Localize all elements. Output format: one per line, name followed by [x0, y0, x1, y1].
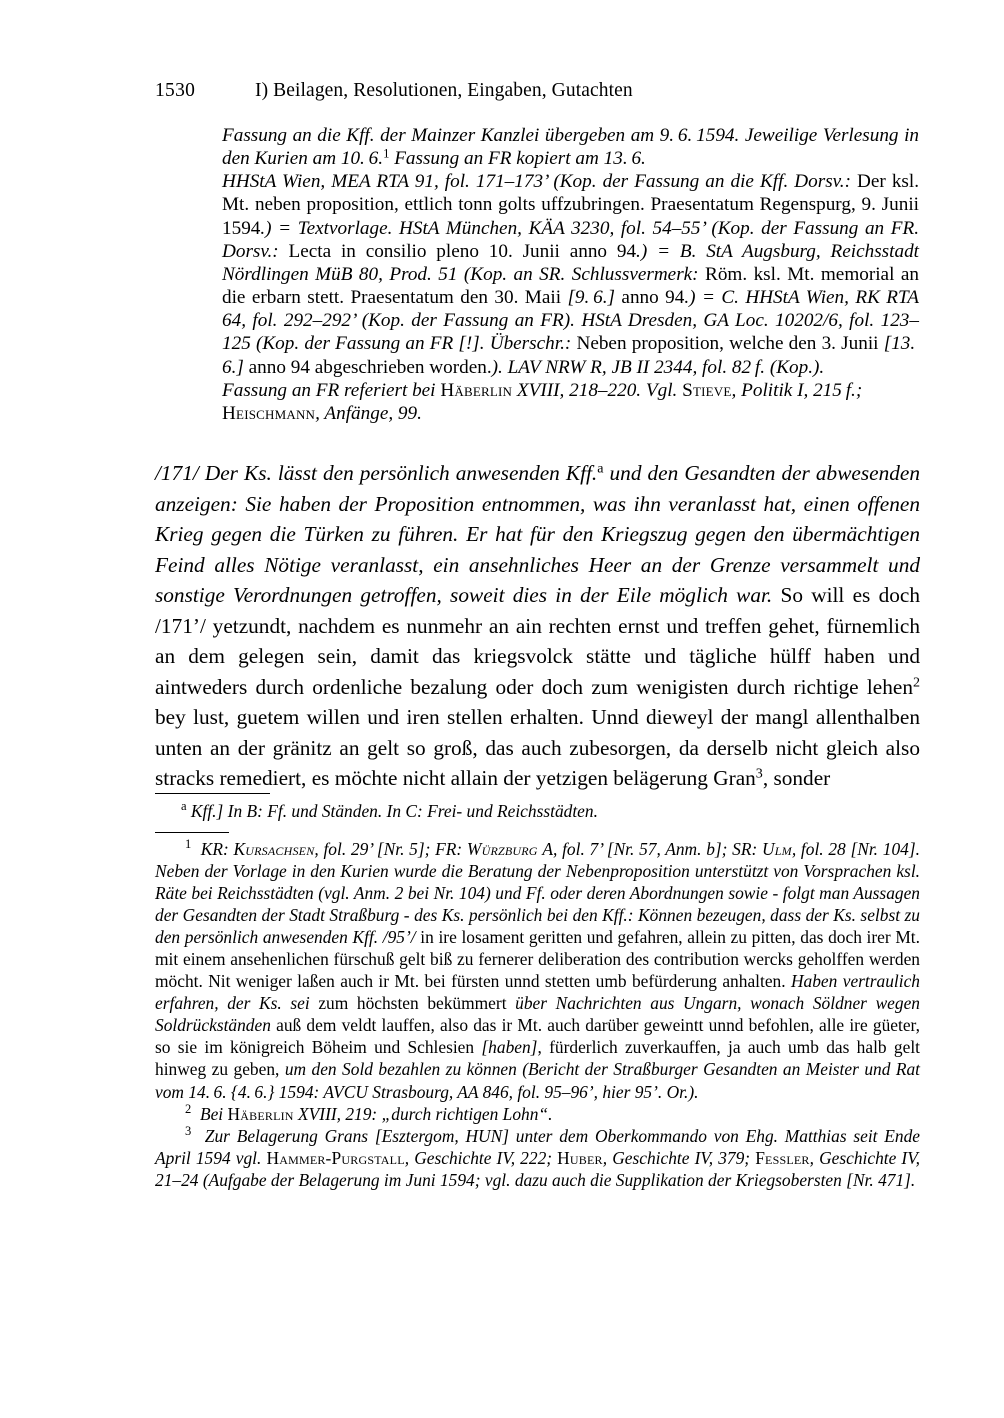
- page-number: 1530: [155, 80, 196, 101]
- footnote-ref-1: 1: [383, 146, 390, 161]
- variant-ref-a: a: [597, 460, 604, 477]
- footnote-ref-2: 2: [912, 674, 920, 691]
- variant-notes-separator-rule: [155, 793, 270, 794]
- running-head-title: I) Beilagen, Resolutionen, Eingaben, Gutachten: [255, 80, 633, 101]
- source-quotation-text: So will es doch /171’/ yetzundt, nachdem es nunmehr an ain rechten ernst und treffen gehet, fürnemlich an dem gelegen sein, damit das kriegsvolck stätte und tägliche hülff haben und aintweders durch ordenliche bezalung oder doch zum wenigisten durch richtige lehen$^2$ bey lust, guetem willen und iren stellen erhalten. Unnd dieweyl der mangl allenthalben unten an der gränitz an gelt so groß, das auch zubesorgen, da derselb nicht gleich also stracks remediert, es möchte nicht allain der yetzigen belägerung Gran$^3$, sonder: [155, 583, 920, 790]
- footnote-2-mark: 2: [185, 1101, 192, 1116]
- footnote-2: $^2$ Bei Häberlin XVIII, 219: „durch richtigen Lohn“.: [185, 1101, 553, 1124]
- footnote-1: $^1$ KR: Kursachsen, fol. 29’ [Nr. 5]; FR: Würzburg A, fol. 7’ [Nr. 57, Anm. b]; SR: Ulm, fol. 28 [Nr. 104]. Neben der Vorlage in den Kurien wurde die Beratung der Nebenproposition unterstützt von Vorsprachen ksl. Räte bei Reichsstädten (vgl. Anm. 2 bei Nr. 104) und Ff. oder deren Abordnungen sowie - folgt man Aussagen der Gesandten der Stadt Straßburg - des Ks. persönlich bei den Kff.: Können bezeugen, dass der Ks. selbst zu den persönlich anwesenden Kff. /95’/ in ire losament geritten und gefahren, allein zu pitten, das doch irer Mt. mit einem ansehenlichen fürschuß gelt biß zu fernerer deliberation des contribution wercks geholffen werden möcht. Nit weniger laßen auch ir Mt. bei fürsten unnd stetten umb befürderung anhalten. Haben vertraulich erfahren, der Ks. sei zum höchsten bekümmert über Nachrichten aus Ungarn, wonach Söldner wegen Soldrückständen auß dem veldt lauffen, also das ir Mt. auch darüber geweintt unnd befohlen, alle ire güeter, so sie im königreich Böheim und Schlesien [haben], fürderlich zuverkauffen, ja auch umb das halb gelt hinweg zu geben, um den Sold bezahlen zu können (Bericht der Straßburger Gesandten an Meister und Rat vom 14. 6. {4. 6.} 1594: AVCU Strasbourg, AA 846, fol. 95–96’, hier 95’. Or.).: [155, 837, 920, 1102]
- variant-note-mark: a: [181, 799, 187, 814]
- footnotes-separator-rule: [155, 832, 229, 833]
- regest-text: /171/ Der Ks. lässt den persönlich anwesenden Kff.$^a$ und den Gesandten der abwesenden anzeigen: Sie haben der Proposition entnommen, was ihn veranlasst hat, einen offenen Krieg gegen die Türken zu führen. Er hat für den Kriegszug gegen den übermächtigen Feind alles Nötige veranlasst, ein ansehnliches Heer an der Grenze versammelt und sonstige Verordnungen getroffen, soweit dies in der Eile möglich war.: [155, 460, 920, 607]
- source-apparatus: [222, 124, 919, 425]
- footnotes: [155, 838, 920, 1191]
- footnote-3: $^3$ Zur Belagerung Grans [Esztergom, HUN] unter dem Oberkommando von Ehg. Matthias seit Ende April 1594 vgl. Hammer-Purgstall, Geschichte IV, 222; Huber, Geschichte IV, 379; Fessler, Geschichte IV, 21–24 (Aufgabe der Belagerung im Juni 1594; vgl. dazu auch die Supplikation der Kriegsobersten [Nr. 471].: [155, 1123, 920, 1190]
- footnote-1-mark: 1: [185, 837, 192, 852]
- apparatus-paragraph-literature: Fassung an FR referiert bei Häberlin XVIII, 218–220. Vgl. Stieve, Politik I, 215 f.; Heischmann, Anfänge, 99.: [222, 379, 863, 424]
- main-text: [155, 458, 920, 794]
- running-head: [155, 78, 855, 104]
- footnote-ref-3: 3: [755, 765, 763, 782]
- apparatus-paragraph-manuscripts: HHStA Wien, MEA RTA 91, fol. 171–173’ (Kop. der Fassung an die Kff. Dorsv.: Der ksl. Mt. neben proposition, ettlich tonn golts uffzubringen. Praesentatum Regenspurg, 9. Junii 1594.) = Textvorlage. HStA München, KÄA 3230, fol. 54–55’ (Kop. der Fassung an FR. Dorsv.: Lecta in consilio pleno 10. Junii anno 94.) = B. StA Augsburg, Reichsstadt Nördlingen MüB 80, Prod. 51 (Kop. an SR. Schlussvermerk: Röm. ksl. Mt. memorial an die erbarn stett. Praesentatum den 30. Maii [9. 6.] anno 94.) = C. HHStA Wien, RK RTA 64, fol. 292–292’ (Kop. der Fassung an FR). HStA Dresden, GA Loc. 10202/6, fol. 123–125 (Kop. der Fassung an FR [!]. Überschr.: Neben proposition, welche den 3. Junii [13. 6.] anno 94 abgeschrieben worden.). LAV NRW R, JB II 2344, fol. 82 f. (Kop.).: [222, 171, 920, 378]
- footnote-3-mark: 3: [185, 1123, 192, 1138]
- variant-notes: [155, 800, 920, 822]
- variant-note-a: $^a$ Kff.] In B: Ff. und Ständen. In C: Frei- und Reichsstädten.: [181, 799, 598, 821]
- main-text-paragraph: [155, 458, 920, 794]
- apparatus-paragraph-transmission: Fassung an die Kff. der Mainzer Kanzlei übergeben am 9. 6. 1594. Jeweilige Verlesung in den Kurien am 10. 6.$^1$ Fassung an FR kopiert am 13. 6.: [222, 125, 919, 170]
